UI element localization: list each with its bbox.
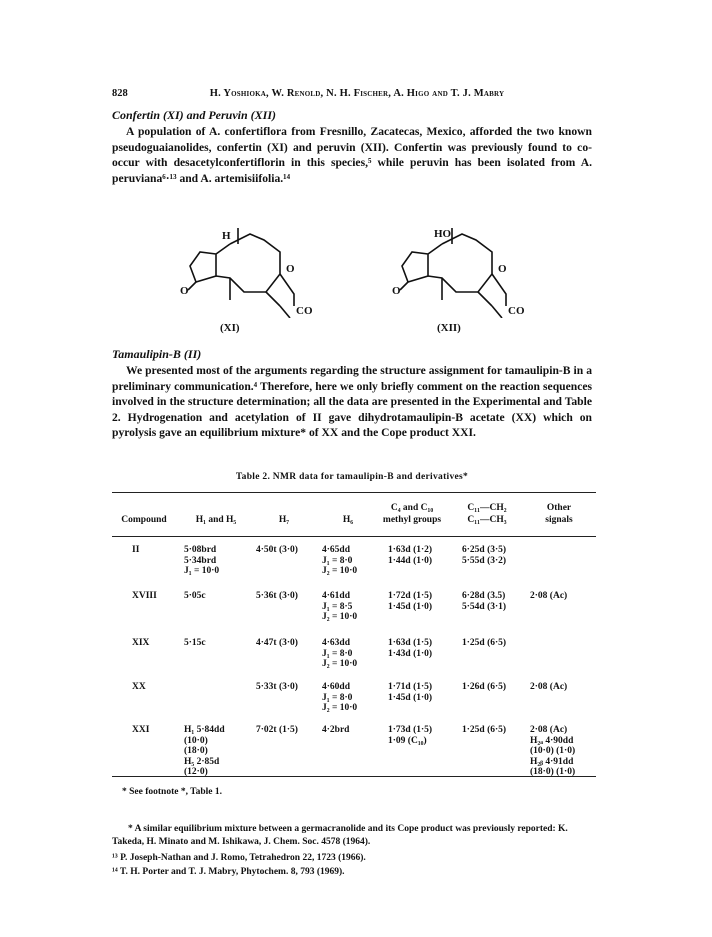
cell-line: 4·2brd [322,725,350,735]
cell-h1h5 [184,638,206,649]
cell-line: 1·25d (6·5) [462,638,507,648]
cell-c4c10 [388,682,432,703]
cell-h1h5 [184,591,206,602]
cell-line: J₂ = 10·0 [322,612,358,623]
structure-xii [380,222,540,323]
cell-h7 [256,682,298,693]
paragraph-text: We presented most of the arguments regarding the structure assignment for tamaulipin-B in a preliminary communication.⁴ Therefore, here we only briefly comment on the reaction sequences involved in the structure determination; all the data are presented in the Experimental and Table 2. Hydrogenation and acetylation of II gave dihydrotamaulipin-B acetate (XX) which on pyrolysis gave an equilibrium mixture* of XX and the Cope product XXI. [112,364,592,439]
th-h1h5: H₁ and H₅ [195,515,237,525]
page-number: 828 [112,88,128,99]
cell-h7 [256,725,298,736]
cell-line: 4·60dd [322,682,350,692]
cell-line: (10·0) [184,735,208,746]
cell-line: (12·0) [184,767,208,778]
cell-line: 4·63dd [322,638,350,648]
cell-compound [132,591,157,602]
table-bottom-rule [112,776,596,777]
xii-ketone-o: O [392,285,401,297]
xi-co: CO [296,305,313,317]
cell-other [530,682,567,693]
xi-h-label: H [222,230,231,242]
cell-line: 1·25d (6·5) [462,725,507,735]
th-c11-1: C₁₁—CH₂ [467,503,507,513]
cell-c11 [462,638,506,649]
cell-line: 1·44d (1·0) [388,555,433,566]
xi-ring-o: O [286,263,295,275]
cell-line: H₁ 5·84dd [184,725,225,735]
cell-line: 1·43d (1·0) [388,648,433,659]
cell-h6 [322,682,357,714]
cell-h1h5 [184,545,219,577]
cell-line: J₂ = 10·0 [322,703,358,714]
xii-co: CO [508,305,525,317]
cell-line: 1·72d (1·5) [388,591,433,601]
cell-line: 1·63d (1·5) [388,638,433,648]
table-footnote: * See footnote *, Table 1. [122,787,223,797]
cell-line: J₂ = 10·0 [322,659,358,670]
cell-line: 4·50t (3·0) [256,545,298,555]
th-h7: H₇ [278,515,290,525]
cell-compound [132,545,139,556]
cell-h7 [256,591,298,602]
reference-14: ¹⁴ T. H. Porter and T. J. Mabry, Phytochem. 8, 793 (1969). [112,866,345,877]
section-heading-confertin: Confertin (XI) and Peruvin (XII) [112,108,277,122]
cell-line: 1·45d (1·0) [388,692,433,703]
cell-line: (18·0) (1·0) [530,767,576,778]
cell-line: XVIII [132,591,157,601]
cell-c11 [462,591,506,612]
cell-line: J₁ = 8·0 [322,555,353,566]
cell-line: 5·08brd [184,545,217,555]
cell-line: J₁ = 8·5 [322,601,353,612]
cell-line: 5·55d (3·2) [462,555,507,566]
table-top-rule [112,492,596,493]
cell-line: 6·25d (3·5) [462,545,507,555]
cell-other [530,725,575,778]
th-other-2: signals [545,515,573,525]
cell-line: 5·36t (3·0) [256,591,298,601]
th-c4c10-2: methyl groups [382,515,442,525]
cell-line: 4·61dd [322,591,350,601]
th-h6: H₆ [342,515,354,525]
paragraph-tamaulipin [112,363,592,441]
cell-h6 [322,638,357,670]
cell-line: H₂ₐ 4·90dd [530,735,574,746]
cell-c4c10 [388,545,432,566]
cell-h6 [322,725,349,736]
cell-line: (18·0) [184,746,208,757]
cell-h6 [322,591,357,623]
cell-line: 5·05c [184,591,206,601]
xi-ketone-o: O [180,285,189,297]
structure-xi-drawing [168,222,328,318]
cell-line: 2·08 (Ac) [530,591,568,601]
th-compound: Compound [121,515,167,525]
cell-line: 2·08 (Ac) [530,725,568,735]
cell-line: 1·63d (1·2) [388,545,433,555]
cell-line: 1·45d (1·0) [388,601,433,612]
xii-ring-o: O [498,263,507,275]
reference-13: ¹³ P. Joseph-Nathan and J. Romo, Tetrahedron 22, 1723 (1966). [112,853,366,863]
cell-c4c10 [388,638,432,659]
cell-line: H₂ᵦ 4·91dd [530,756,574,767]
cell-compound [132,638,149,649]
cell-line: (10·0) (1·0) [530,746,576,757]
cell-line: 4·65dd [322,545,350,555]
th-c4c10-1: C₄ and C₁₀ [390,503,434,513]
running-header-authors: H. Yoshioka, W. Renold, N. H. Fischer, A. Higo and T. J. Mabry [209,88,505,99]
cell-compound [132,682,146,693]
structure-xi [168,222,328,323]
cell-line: J₁ = 8·0 [322,648,353,659]
structure-xii-label: (XII) [437,322,461,334]
xii-ho-label: HO [434,228,452,240]
cell-line: J₁ = 10·0 [184,566,220,577]
cell-line: 5·15c [184,638,206,648]
cell-h1h5 [184,725,225,778]
cell-line: 5·33t (3·0) [256,682,298,692]
page-footnote: * A similar equilibrium mixture between a germacranolide and its Cope product was previously reported: K. Takeda, H. Minato and M. Ishikawa, J. Chem. Soc. 4578 (1964). [112,824,568,847]
cell-line: XIX [132,638,150,648]
structure-xi-label: (XI) [220,322,240,334]
cell-line: II [132,545,140,555]
cell-line: 1·71d (1·5) [388,682,433,692]
cell-h7 [256,638,298,649]
cell-c11 [462,682,506,693]
cell-line: 5·54d (3·1) [462,601,507,612]
cell-line: J₁ = 8·0 [322,692,353,703]
cell-other [530,591,567,602]
cell-line: J₂ = 10·0 [322,566,358,577]
cell-c11 [462,545,506,566]
table-caption: Table 2. NMR data for tamaulipin-B and derivatives* [235,472,469,482]
cell-line: 7·02t (1·5) [256,725,298,735]
cell-line: 5·34brd [184,555,217,566]
th-c11-2: C₁₁—CH₃ [467,515,507,525]
cell-line: 2·08 (Ac) [530,682,568,692]
table-header-rule [112,536,596,537]
cell-c4c10 [388,591,432,612]
cell-line: 6·28d (3.5) [462,591,506,601]
paragraph-confertin [112,124,592,186]
paragraph-text: A population of A. confertiflora from Fresnillo, Zacatecas, Mexico, afforded the two known pseudoguaianolides, confertin (XI) and peruvin (XII). Confertin was previously found to co-occur with desacetylconfertiflorin in this species,⁵ while peruvin has been isolated from A. peruviana⁶·¹³ and A. artemisiifolia.¹⁴ [112,125,592,185]
reference-list [112,852,596,879]
th-other-1: Other [546,503,572,513]
cell-compound [132,725,149,736]
cell-line: 4·47t (3·0) [256,638,298,648]
cell-c4c10 [388,725,432,746]
cell-c11 [462,725,506,736]
section-heading-tamaulipin: Tamaulipin-B (II) [112,347,202,361]
cell-line: H₅ 2·85d [184,756,220,767]
cell-line: XXI [132,725,150,735]
cell-line: 1·73d (1·5) [388,725,433,735]
cell-line: 1·26d (6·5) [462,682,507,692]
structure-xii-drawing [380,222,540,318]
cell-h6 [322,545,357,577]
cell-h7 [256,545,298,556]
cell-line: 1·09 (C₁₀) [388,735,427,746]
cell-line: XX [132,682,146,692]
